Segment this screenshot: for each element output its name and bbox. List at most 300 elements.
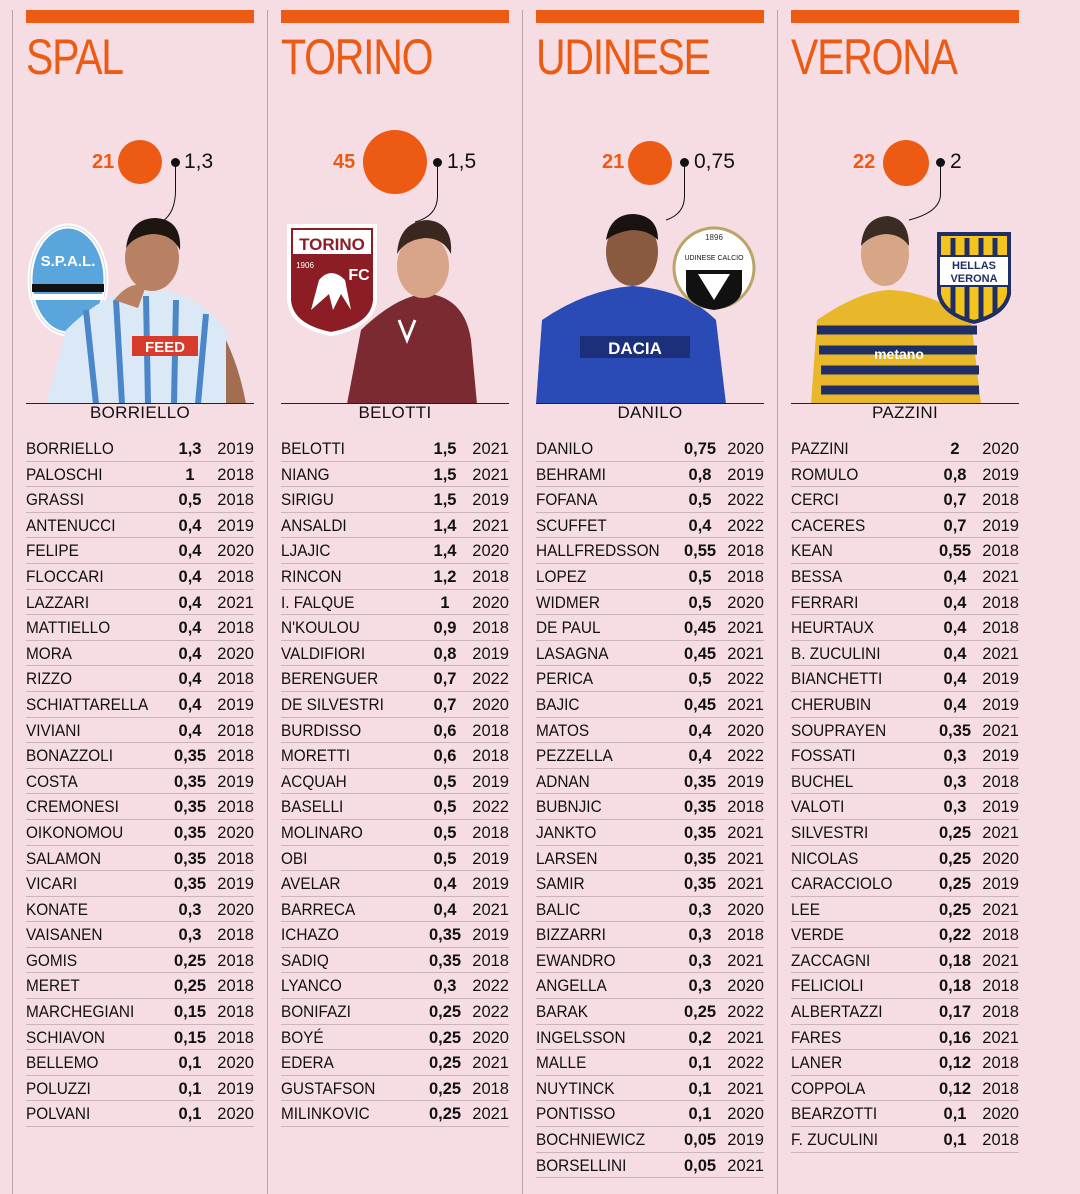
player-value: 0,3 <box>178 900 202 919</box>
contract-year: 2020 <box>472 1028 509 1047</box>
player-value: 0,8 <box>433 644 457 663</box>
bubble-count: 21 <box>602 151 625 173</box>
contract-year: 2020 <box>727 721 764 740</box>
player-name: HEURTAUX <box>791 619 875 638</box>
player-row <box>791 513 1019 539</box>
contract-year: 2019 <box>472 849 509 868</box>
player-name: MORA <box>26 644 73 663</box>
player-value: 0,45 <box>683 695 717 714</box>
contract-year: 2020 <box>727 977 764 996</box>
player-row <box>536 462 764 488</box>
player-row <box>281 564 509 590</box>
player-name: CACERES <box>791 516 866 535</box>
contract-year: 2020 <box>472 542 509 561</box>
contract-year: 2020 <box>217 1105 254 1124</box>
player-row <box>536 1101 764 1127</box>
player-name: WIDMER <box>536 593 600 612</box>
player-name: POLVANI <box>26 1105 91 1124</box>
player-name: CREMONESI <box>26 798 119 817</box>
player-name: GOMIS <box>26 951 78 970</box>
player-row <box>26 973 254 999</box>
player-row <box>26 769 254 795</box>
player-name: BUBNJIC <box>536 798 602 817</box>
player-value: 1,3 <box>178 440 202 458</box>
player-name: EDERA <box>281 1054 334 1073</box>
player-row <box>281 794 509 820</box>
player-row <box>26 462 254 488</box>
player-name: SADIQ <box>281 951 329 970</box>
contract-year: 2022 <box>472 1003 509 1022</box>
contract-year: 2021 <box>982 644 1019 663</box>
player-name: BONIFAZI <box>281 1003 351 1022</box>
player-name: FERRARI <box>791 593 859 612</box>
contract-year: 2018 <box>982 542 1019 561</box>
player-name: CARACCIOLO <box>791 875 893 894</box>
bubble-value: 1,5 <box>447 150 477 173</box>
player-value: 0,8 <box>943 465 967 484</box>
team-name: UDINESE <box>536 29 710 85</box>
bubble-count: 45 <box>333 151 356 173</box>
contract-year: 2021 <box>727 875 764 894</box>
contract-year: 2020 <box>217 823 254 842</box>
player-row <box>536 1025 764 1051</box>
player-value: 1,4 <box>433 542 457 561</box>
player-name: FARES <box>791 1028 842 1047</box>
contract-year: 2018 <box>727 542 764 561</box>
player-value: 0,3 <box>688 926 712 945</box>
player-name: ACQUAH <box>281 772 347 791</box>
contract-year: 2018 <box>217 849 254 868</box>
contract-year: 2019 <box>982 695 1019 714</box>
player-value: 0,7 <box>943 491 967 510</box>
contract-year: 2018 <box>982 1131 1019 1150</box>
player-row <box>791 1127 1019 1153</box>
player-value: 0,25 <box>173 977 207 996</box>
player-row <box>791 615 1019 641</box>
contract-year: 2018 <box>217 798 254 817</box>
player-value: 0,3 <box>688 900 712 919</box>
player-row <box>791 922 1019 948</box>
player-row <box>281 641 509 667</box>
player-row <box>281 513 509 539</box>
contract-year: 2022 <box>472 798 509 817</box>
player-name: I. FALQUE <box>281 593 355 612</box>
player-name: BORRIELLO <box>26 440 114 458</box>
player-value: 0,35 <box>938 721 972 740</box>
player-row <box>281 538 509 564</box>
contract-year: 2018 <box>472 747 509 766</box>
team-column-verona <box>791 0 1019 1194</box>
player-row <box>26 1050 254 1076</box>
player-row <box>26 948 254 974</box>
player-value: 0,16 <box>938 1028 972 1047</box>
contract-year: 2018 <box>982 1003 1019 1022</box>
player-value: 0,22 <box>938 926 972 945</box>
player-value: 0,4 <box>178 644 202 663</box>
player-value: 0,5 <box>688 593 712 612</box>
contract-year: 2020 <box>727 593 764 612</box>
player-name: BIANCHETTI <box>791 670 883 689</box>
player-value: 0,4 <box>178 542 202 561</box>
player-name: MILINKOVIC <box>281 1105 370 1124</box>
contract-year: 2022 <box>472 670 509 689</box>
player-row <box>536 436 764 462</box>
contract-year: 2018 <box>217 619 254 638</box>
player-value: 0,12 <box>938 1079 972 1098</box>
player-caption: DANILO <box>617 403 683 422</box>
player-name: SIRIGU <box>281 491 334 510</box>
player-value: 0,1 <box>943 1131 967 1150</box>
player-name: ANGELLA <box>536 977 607 996</box>
contract-year: 2021 <box>727 619 764 638</box>
player-name: ZACCAGNI <box>791 951 871 970</box>
player-value: 0,4 <box>943 593 967 612</box>
contract-year: 2018 <box>217 465 254 484</box>
player-name: NIANG <box>281 465 330 484</box>
player-row <box>281 897 509 923</box>
player-value: 0,5 <box>433 823 457 842</box>
player-name: LAZZARI <box>26 593 90 612</box>
player-list <box>281 436 509 1127</box>
player-row <box>281 973 509 999</box>
player-row <box>26 897 254 923</box>
player-row <box>536 513 764 539</box>
player-row <box>791 1025 1019 1051</box>
player-name: AVELAR <box>281 875 341 894</box>
contract-year: 2020 <box>727 1105 764 1124</box>
contract-year: 2018 <box>472 721 509 740</box>
player-value: 0,1 <box>943 1105 967 1124</box>
contract-year: 2021 <box>982 1028 1019 1047</box>
player-name: COPPOLA <box>791 1079 866 1098</box>
column-divider <box>12 10 13 1194</box>
player-row <box>536 743 764 769</box>
player-photo <box>26 210 254 404</box>
player-value: 1 <box>185 465 195 484</box>
player-row <box>26 666 254 692</box>
player-row <box>536 1127 764 1153</box>
player-row <box>281 743 509 769</box>
player-name: VAISANEN <box>26 926 103 945</box>
player-name: CERCI <box>791 491 839 510</box>
contract-year: 2019 <box>217 772 254 791</box>
player-value: 0,75 <box>683 440 717 458</box>
player-value: 2 <box>950 440 960 458</box>
contract-year: 2019 <box>982 465 1019 484</box>
player-value: 0,1 <box>178 1079 202 1098</box>
player-row <box>26 1025 254 1051</box>
player-row <box>791 871 1019 897</box>
contract-year: 2018 <box>982 926 1019 945</box>
player-value: 1 <box>440 593 450 612</box>
player-row <box>791 1076 1019 1102</box>
player-name: FOSSATI <box>791 747 856 766</box>
team-column-torino <box>281 0 509 1194</box>
player-row <box>791 692 1019 718</box>
player-value: 0,25 <box>938 875 972 894</box>
contract-year: 2018 <box>472 619 509 638</box>
player-row <box>791 973 1019 999</box>
player-photo <box>281 210 509 404</box>
player-name: LOPEZ <box>536 567 587 586</box>
player-name: BORSELLINI <box>536 1156 627 1175</box>
contract-year: 2020 <box>982 440 1019 458</box>
verona-crest-line1: HELLAS <box>952 260 996 272</box>
player-row <box>791 666 1019 692</box>
player-row <box>791 769 1019 795</box>
contract-year: 2021 <box>727 1028 764 1047</box>
contract-year: 2019 <box>217 1079 254 1098</box>
player-value: 0,05 <box>683 1156 717 1175</box>
player-value: 0,25 <box>428 1105 462 1124</box>
player-value: 0,45 <box>683 619 717 638</box>
player-value: 0,35 <box>173 772 207 791</box>
contract-year: 2022 <box>727 747 764 766</box>
contract-year: 2019 <box>472 772 509 791</box>
player-value: 0,1 <box>688 1105 712 1124</box>
sponsor-text: FEED <box>144 339 186 356</box>
player-name: BERENGUER <box>281 670 379 689</box>
player-value: 0,25 <box>428 1079 462 1098</box>
player-value: 0,5 <box>688 567 712 586</box>
player-list <box>26 436 254 1127</box>
contract-year: 2018 <box>217 567 254 586</box>
player-row <box>791 897 1019 923</box>
player-name: KONATE <box>26 900 88 919</box>
player-row <box>791 820 1019 846</box>
udinese-crest-year: 1896 <box>705 233 723 242</box>
bubble-value: 1,3 <box>184 150 214 173</box>
player-row <box>791 846 1019 872</box>
column-divider <box>777 10 778 1194</box>
contract-year: 2019 <box>217 440 254 458</box>
player-name: ICHAZO <box>281 926 339 945</box>
player-value: 0,3 <box>943 772 967 791</box>
player-name: BURDISSO <box>281 721 362 740</box>
player-row <box>26 564 254 590</box>
player-value: 0,6 <box>433 721 457 740</box>
contract-year: 2018 <box>472 951 509 970</box>
player-name: ADNAN <box>536 772 590 791</box>
player-row <box>281 820 509 846</box>
player-name: FELIPE <box>26 542 79 561</box>
player-row <box>536 820 764 846</box>
player-value: 0,7 <box>433 695 457 714</box>
player-row <box>26 922 254 948</box>
player-row <box>536 948 764 974</box>
player-value: 0,45 <box>683 644 717 663</box>
team-column-spal <box>26 0 254 1194</box>
player-value: 0,35 <box>428 926 462 945</box>
contract-year: 2020 <box>217 644 254 663</box>
player-row <box>26 794 254 820</box>
player-row <box>26 846 254 872</box>
player-name: BEHRAMI <box>536 465 606 484</box>
player-value: 0,35 <box>683 849 717 868</box>
player-name: SALAMON <box>26 849 102 868</box>
player-name: MERET <box>26 977 80 996</box>
contract-year: 2021 <box>727 1156 764 1175</box>
contract-year: 2019 <box>982 798 1019 817</box>
player-value: 0,2 <box>688 1028 712 1047</box>
team-name: TORINO <box>281 29 433 85</box>
player-row <box>791 641 1019 667</box>
contract-year: 2021 <box>727 644 764 663</box>
contract-year: 2021 <box>472 900 509 919</box>
player-row <box>281 666 509 692</box>
player-value: 0,35 <box>428 951 462 970</box>
player-row <box>281 1076 509 1102</box>
player-value: 0,4 <box>178 516 202 535</box>
contract-year: 2019 <box>217 516 254 535</box>
player-value: 0,17 <box>938 1003 972 1022</box>
player-row <box>26 820 254 846</box>
player-value: 0,4 <box>178 567 202 586</box>
player-caption: BORRIELLO <box>89 403 190 422</box>
contract-year: 2018 <box>727 567 764 586</box>
player-value: 1,2 <box>433 567 457 586</box>
udinese-crest-text: UDINESE CALCIO <box>684 255 744 262</box>
contract-year: 2018 <box>982 977 1019 996</box>
contract-year: 2019 <box>727 772 764 791</box>
contract-year: 2022 <box>472 977 509 996</box>
player-row <box>536 564 764 590</box>
player-photo <box>536 210 764 404</box>
player-row <box>536 1050 764 1076</box>
contract-year: 2022 <box>727 670 764 689</box>
contract-year: 2020 <box>217 900 254 919</box>
player-value: 0,4 <box>178 593 202 612</box>
contract-year: 2018 <box>982 1079 1019 1098</box>
sponsor-text: metano <box>874 346 924 362</box>
player-row <box>536 538 764 564</box>
contract-year: 2018 <box>982 491 1019 510</box>
player-name: MATOS <box>536 721 590 740</box>
player-name: FOFANA <box>536 491 598 510</box>
player-name: NICOLAS <box>791 849 859 868</box>
player-name: ROMULO <box>791 465 859 484</box>
player-value: 0,4 <box>433 875 457 894</box>
player-name: F. ZUCULINI <box>791 1131 878 1150</box>
player-value: 0,05 <box>683 1131 717 1150</box>
player-name: SCHIAVON <box>26 1028 106 1047</box>
player-value: 0,25 <box>428 1003 462 1022</box>
contract-year: 2019 <box>982 875 1019 894</box>
player-row <box>26 999 254 1025</box>
player-value: 0,1 <box>178 1105 202 1124</box>
contract-year: 2018 <box>217 926 254 945</box>
bubble-count: 22 <box>853 151 876 173</box>
player-name: MORETTI <box>281 747 351 766</box>
player-value: 0,5 <box>433 798 457 817</box>
player-value: 0,5 <box>178 491 202 510</box>
player-name: PONTISSO <box>536 1105 616 1124</box>
player-value: 0,5 <box>688 491 712 510</box>
player-name: BARRECA <box>281 900 356 919</box>
contract-year: 2020 <box>727 900 764 919</box>
player-name: BUCHEL <box>791 772 854 791</box>
player-name: BESSA <box>791 567 843 586</box>
player-row <box>536 666 764 692</box>
player-value: 0,5 <box>433 772 457 791</box>
player-row <box>536 999 764 1025</box>
player-name: SCUFFET <box>536 516 607 535</box>
contract-year: 2021 <box>472 1105 509 1124</box>
player-row <box>791 436 1019 462</box>
contract-year: 2018 <box>217 491 254 510</box>
player-value: 0,35 <box>683 875 717 894</box>
player-name: LANER <box>791 1054 843 1073</box>
player-row <box>26 641 254 667</box>
player-row <box>791 718 1019 744</box>
torino-crest-fc: FC <box>348 267 370 284</box>
sponsor-text: DACIA <box>608 339 662 358</box>
player-name: MOLINARO <box>281 823 363 842</box>
player-row <box>791 590 1019 616</box>
player-name: BONAZZOLI <box>26 747 113 766</box>
player-row <box>281 692 509 718</box>
player-name: NUYTINCK <box>536 1079 615 1098</box>
contract-year: 2021 <box>982 567 1019 586</box>
player-value: 0,4 <box>178 619 202 638</box>
player-row <box>791 743 1019 769</box>
contract-year: 2020 <box>217 1054 254 1073</box>
contract-year: 2021 <box>982 823 1019 842</box>
player-value: 0,4 <box>178 695 202 714</box>
player-name: BEARZOTTI <box>791 1105 878 1124</box>
player-row <box>26 718 254 744</box>
contract-year: 2019 <box>472 644 509 663</box>
contract-year: 2021 <box>727 849 764 868</box>
player-value: 0,25 <box>938 849 972 868</box>
contract-year: 2019 <box>472 491 509 510</box>
player-row <box>281 487 509 513</box>
player-value: 0,4 <box>943 670 967 689</box>
contract-year: 2018 <box>217 977 254 996</box>
contract-year: 2021 <box>727 951 764 970</box>
player-name: OIKONOMOU <box>26 823 124 842</box>
bubble-count: 21 <box>92 151 115 173</box>
contract-year: 2019 <box>472 875 509 894</box>
player-value: 0,3 <box>433 977 457 996</box>
player-row <box>26 1076 254 1102</box>
player-name: VALOTI <box>791 798 845 817</box>
contract-year: 2018 <box>472 1079 509 1098</box>
player-value: 0,4 <box>943 567 967 586</box>
player-row <box>536 922 764 948</box>
player-value: 0,3 <box>943 747 967 766</box>
torino-crest-year: 1906 <box>296 261 314 270</box>
contract-year: 2020 <box>982 1105 1019 1124</box>
contract-year: 2020 <box>472 695 509 714</box>
player-value: 0,35 <box>173 849 207 868</box>
player-value: 0,25 <box>173 951 207 970</box>
player-name: BOCHNIEWICZ <box>536 1131 646 1150</box>
player-name: CHERUBIN <box>791 695 872 714</box>
player-row <box>791 1050 1019 1076</box>
spal-crest-text: S.P.A.L. <box>40 253 96 270</box>
contract-year: 2020 <box>217 542 254 561</box>
player-row <box>281 590 509 616</box>
player-name: LJAJIC <box>281 542 331 561</box>
player-value: 0,18 <box>938 951 972 970</box>
player-value: 0,3 <box>688 977 712 996</box>
player-name: GRASSI <box>26 491 84 510</box>
player-value: 0,1 <box>178 1054 202 1073</box>
column-divider <box>522 10 523 1194</box>
contract-year: 2022 <box>727 1003 764 1022</box>
player-name: BALIC <box>536 900 581 919</box>
